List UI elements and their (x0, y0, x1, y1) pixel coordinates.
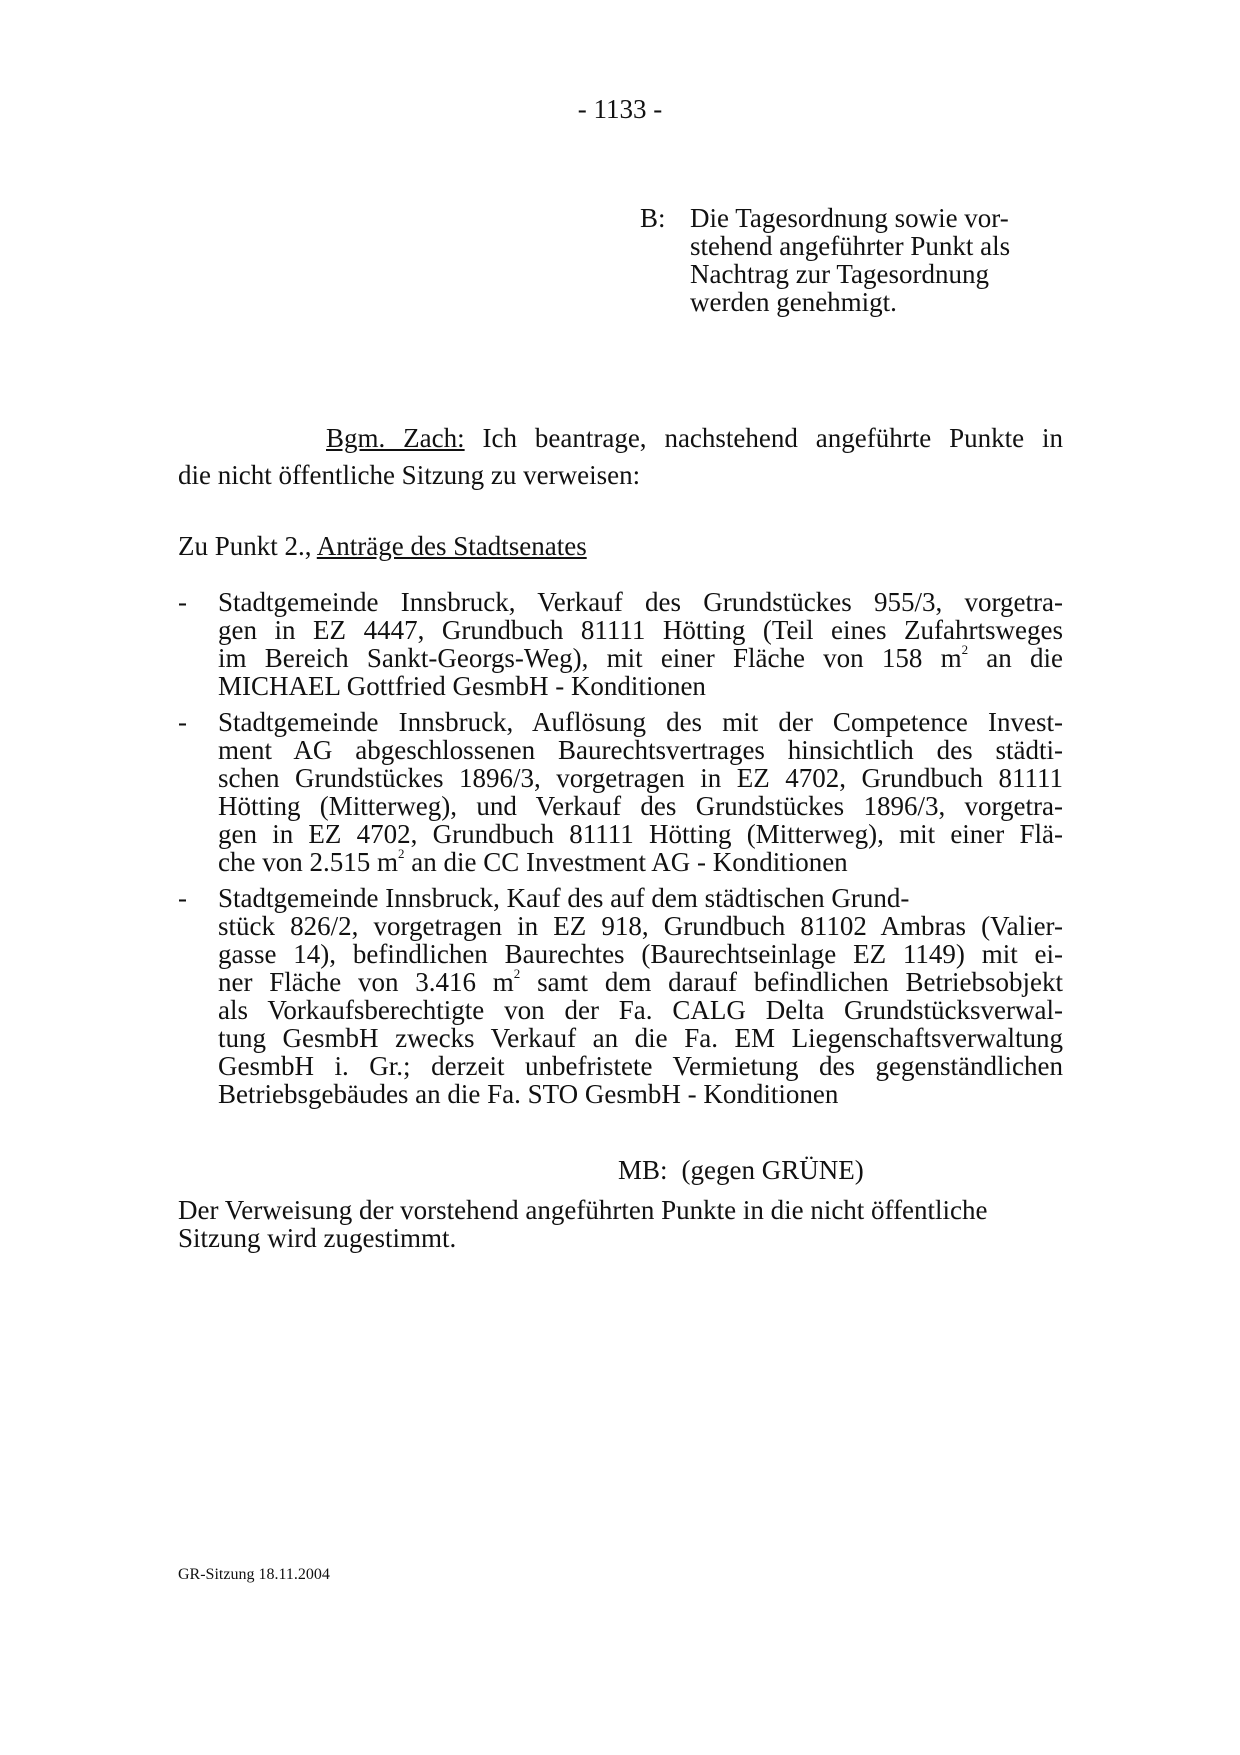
list-item (178, 884, 1063, 1108)
item-line: gen in EZ 4447, Grundbuch 81111 Hötting (Teil eines Zufahrtsweges (218, 615, 1063, 645)
majority-value: (gegen GRÜNE) (681, 1155, 864, 1185)
item-text: an die CC Investment AG - Konditionen (404, 847, 848, 877)
motion-text: Ich beantrage, nachstehend angeführte Punkte in (482, 423, 1063, 453)
item-text: ner Fläche von 3.416 m (218, 967, 514, 997)
item-line: schen Grundstückes 1896/3, vorgetragen in EZ 4702, Grundbuch 81111 (218, 763, 1063, 793)
item-line: tung GesmbH zwecks Verkauf an die Fa. EM Liegenschaftsverwaltung (218, 1023, 1063, 1053)
superscript: 2 (397, 846, 405, 861)
resolution-block (640, 204, 1080, 316)
resolution-line: werden genehmigt. (690, 287, 897, 317)
list-item (178, 588, 1063, 700)
item-line: MICHAEL Gottfried GesmbH - Konditionen (218, 671, 706, 701)
item-line: Betriebsgebäudes an die Fa. STO GesmbH - Konditionen (218, 1079, 839, 1109)
item-line: gen in EZ 4702, Grundbuch 81111 Hötting (Mitterweg), mit einer Flä- (218, 819, 1063, 849)
page-number: - 1133 - (577, 94, 663, 124)
item-line: ment AG abgeschlossenen Baurechtsvertrages hinsichtlich des städti- (218, 735, 1063, 765)
motion-line-2: die nicht öffentliche Sitzung zu verweisen: (178, 460, 641, 490)
list-item (178, 708, 1063, 876)
superscript: 2 (961, 642, 969, 657)
item-line: Hötting (Mitterweg), und Verkauf des Grundstückes 1896/3, vorgetra- (218, 791, 1063, 821)
item-text: an die (968, 643, 1063, 673)
motion-line-1 (178, 420, 1063, 457)
item-line: gasse 14), befindlichen Baurechtes (Baurechtseinlage EZ 1149) mit ei- (218, 939, 1063, 969)
conclusion-line: Sitzung wird zugestimmt. (178, 1223, 457, 1253)
resolution-text (690, 204, 1080, 316)
agenda-items-list (178, 588, 1063, 1116)
resolution-line: Nachtrag zur Tagesordnung (690, 259, 990, 289)
resolution-label: B: (640, 203, 666, 233)
item-line: stück 826/2, vorgetragen in EZ 918, Grundbuch 81102 Ambras (Valier- (218, 911, 1063, 941)
item-line: Stadtgemeinde Innsbruck, Auflösung des mit der Competence Invest- (218, 707, 1063, 737)
item-line (218, 968, 1063, 996)
agenda-prefix: Zu Punkt 2., (178, 531, 312, 561)
list-dash: - (178, 883, 187, 913)
item-line (218, 644, 1063, 672)
resolution-line: stehend angeführter Punkt als (690, 231, 1011, 261)
list-dash: - (178, 707, 187, 737)
item-line: Stadtgemeinde Innsbruck, Kauf des auf dem städtischen Grund- (218, 883, 910, 913)
agenda-reference (178, 530, 587, 562)
conclusion-line: Der Verweisung der vorstehend angeführten Punkte in die nicht öffentliche (178, 1195, 988, 1225)
item-line: als Vorkaufsberechtigte von der Fa. CALG Delta Grundstücksverwal- (218, 995, 1063, 1025)
majority-decision (618, 1155, 864, 1186)
majority-label: MB: (618, 1155, 668, 1185)
speaker-name: Bgm. Zach: (326, 423, 465, 453)
item-text: samt dem darauf befindlichen Betriebsobjekt (520, 967, 1064, 997)
item-text: che von 2.515 m (218, 847, 398, 877)
footer-session-date: GR-Sitzung 18.11.2004 (178, 1566, 330, 1583)
agenda-title: Anträge des Stadtsenates (316, 531, 587, 561)
resolution-line: Die Tagesordnung sowie vor- (690, 203, 1009, 233)
list-dash: - (178, 587, 187, 617)
motion-paragraph (178, 420, 1063, 494)
superscript: 2 (513, 966, 521, 981)
conclusion-paragraph (178, 1196, 1063, 1252)
item-line (218, 848, 1063, 876)
item-line: Stadtgemeinde Innsbruck, Verkauf des Grundstückes 955/3, vorgetra- (218, 587, 1063, 617)
item-text: im Bereich Sankt-Georgs-Weg), mit einer Fläche von 158 m (218, 643, 962, 673)
item-line: GesmbH i. Gr.; derzeit unbefristete Vermietung des gegenständlichen (218, 1051, 1063, 1081)
